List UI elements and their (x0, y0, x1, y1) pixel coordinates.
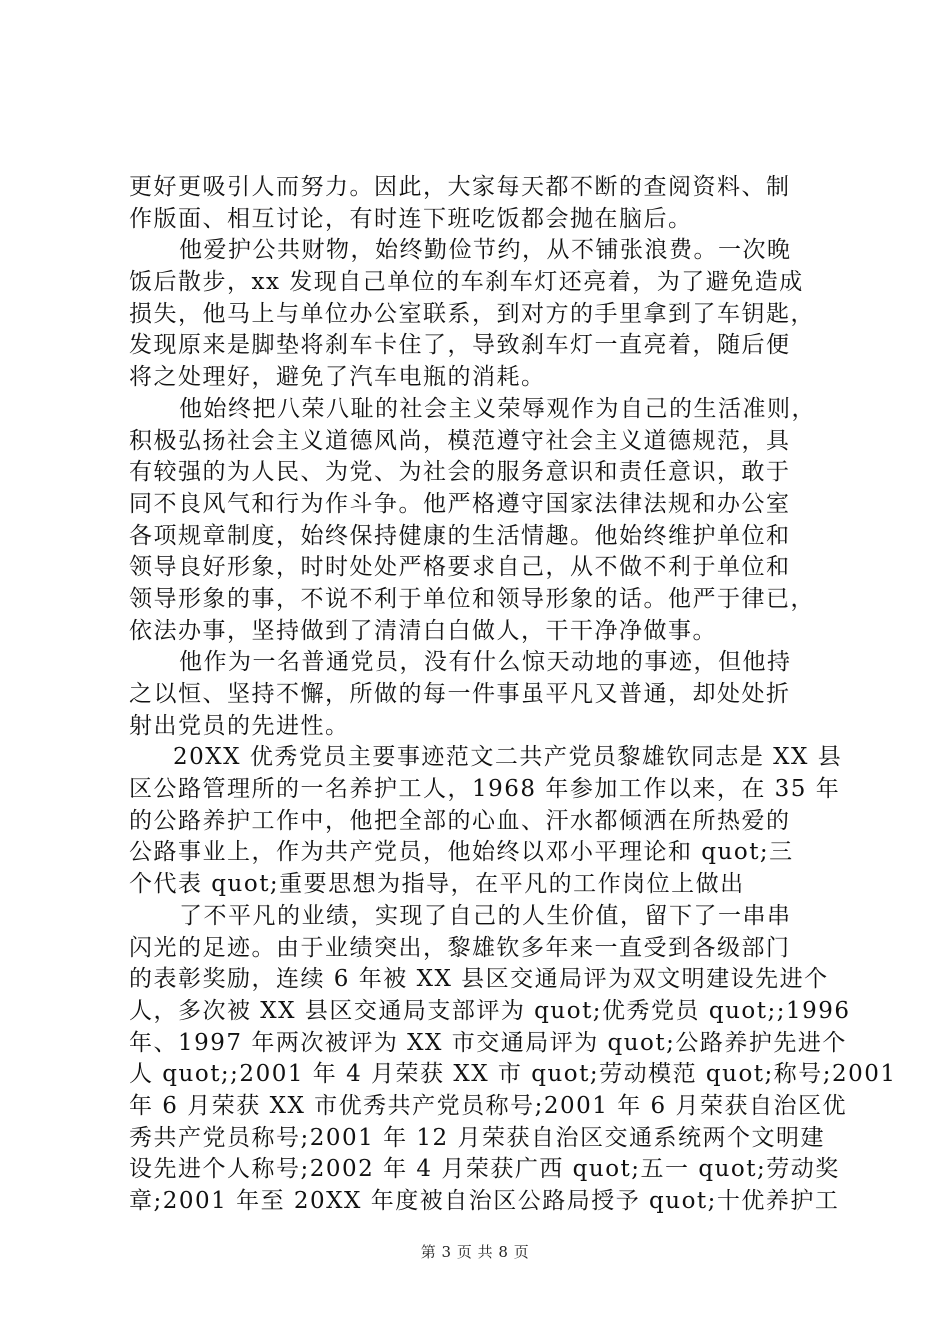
text-line: 领导形象的事，不说不利于单位和领导形象的话。他严于律已， (129, 585, 815, 612)
text-line: 了不平凡的业绩，实现了自己的人生价值，留下了一串串 (179, 902, 792, 929)
text-line: 之以恒、坚持不懈，所做的每一件事虽平凡又普通，却处处折 (129, 681, 791, 707)
text-line: 他作为一名普通党员，没有什么惊天动地的事迹，但他持 (179, 649, 792, 676)
text-line: 作版面、相互讨论，有时连下班吃饭都会抛在脑后。 (129, 205, 693, 232)
paragraph (129, 394, 829, 648)
text-line: 饭后散步，xx 发现自己单位的车刹车灯还亮着，为了避免造成 (129, 269, 804, 296)
text-line: 发现原来是脚垫将刹车卡住了，导致刹车灯一直亮着，随后便 (129, 332, 791, 359)
text-line: 区公路管理所的一名养护工人，1968 年参加工作以来，在 35 年 (129, 776, 841, 803)
text-line: 公路事业上，作为共产党员，他始终以邓小平理论和 quot;三 (129, 839, 794, 866)
paragraph (129, 901, 897, 1218)
paragraph (129, 235, 829, 393)
text-line: 年、1997 年两次被评为 XX 市交通局评为 quot;公路养护先进个 (129, 1029, 847, 1056)
text-line: 有较强的为人民、为党、为社会的服务意识和责任意识，敢于 (129, 459, 791, 486)
text-line: 的公路养护工作中，他把全部的心血、汗水都倾洒在所热爱的 (129, 807, 791, 834)
text-line: 人 quot;;2001 年 4 月荣获 XX 市 quot;劳动模范 quot;称号;2001 (129, 1061, 897, 1088)
text-line: 将之处理好，避免了汽车电瓶的消耗。 (129, 364, 546, 391)
text-line: 闪光的足迹。由于业绩突出，黎雄钦多年来一直受到各级部门 (129, 934, 791, 961)
paragraph (129, 742, 843, 900)
text-line: 射出党员的先进性。 (129, 712, 350, 739)
text-line: 更好更吸引人而努力。因此，大家每天都不断的查阅资料、制 (129, 174, 791, 200)
text-line: 依法办事，坚持做到了清清白白做人，干干净净做事。 (129, 617, 717, 644)
page-footer: 第 3 页 共 8 页 (420, 1243, 530, 1261)
document-body (129, 172, 897, 1218)
text-line: 积极弘扬社会主义道德风尚，模范遵守社会主义道德规范，具 (129, 427, 791, 454)
text-line: 人，多次被 XX 县区交通局支部评为 quot;优秀党员 quot;;1996 (129, 997, 851, 1024)
text-line: 秀共产党员称号;2001 年 12 月荣获自治区交通系统两个文明建 (129, 1124, 825, 1151)
text-line: 20XX 优秀党员主要事迹范文二共产党员黎雄钦同志是 XX 县 (173, 744, 843, 771)
text-line: 他爱护公共财物，始终勤俭节约，从不铺张浪费。一次晚 (179, 237, 792, 264)
text-line: 年 6 月荣获 XX 市优秀共产党员称号;2001 年 6 月荣获自治区优 (129, 1092, 847, 1119)
text-line: 领导良好形象，时时处处严格要求自己，从不做不利于单位和 (129, 554, 791, 581)
paragraph (129, 647, 829, 742)
text-line: 损失，他马上与单位办公室联系，到对方的手里拿到了车钥匙， (129, 300, 815, 327)
text-line: 个代表 quot;重要思想为指导，在平凡的工作岗位上做出 (129, 871, 745, 898)
text-line: 章;2001 年至 20XX 年度被自治区公路局授予 quot;十优养护工 (129, 1188, 840, 1214)
text-line: 设先进个人称号;2002 年 4 月荣获广西 quot;五一 quot;劳动奖 (129, 1156, 840, 1183)
text-line: 同不良风气和行为作斗争。他严格遵守国家法律法规和办公室 (129, 490, 791, 517)
text-line: 他始终把八荣八耻的社会主义荣辱观作为自己的生活准则， (179, 395, 816, 422)
text-line: 的表彰奖励，连续 6 年被 XX 县区交通局评为双文明建设先进个 (129, 966, 829, 993)
paragraph (129, 172, 829, 235)
text-line: 各项规章制度，始终保持健康的生活情趣。他始终维护单位和 (129, 522, 791, 549)
